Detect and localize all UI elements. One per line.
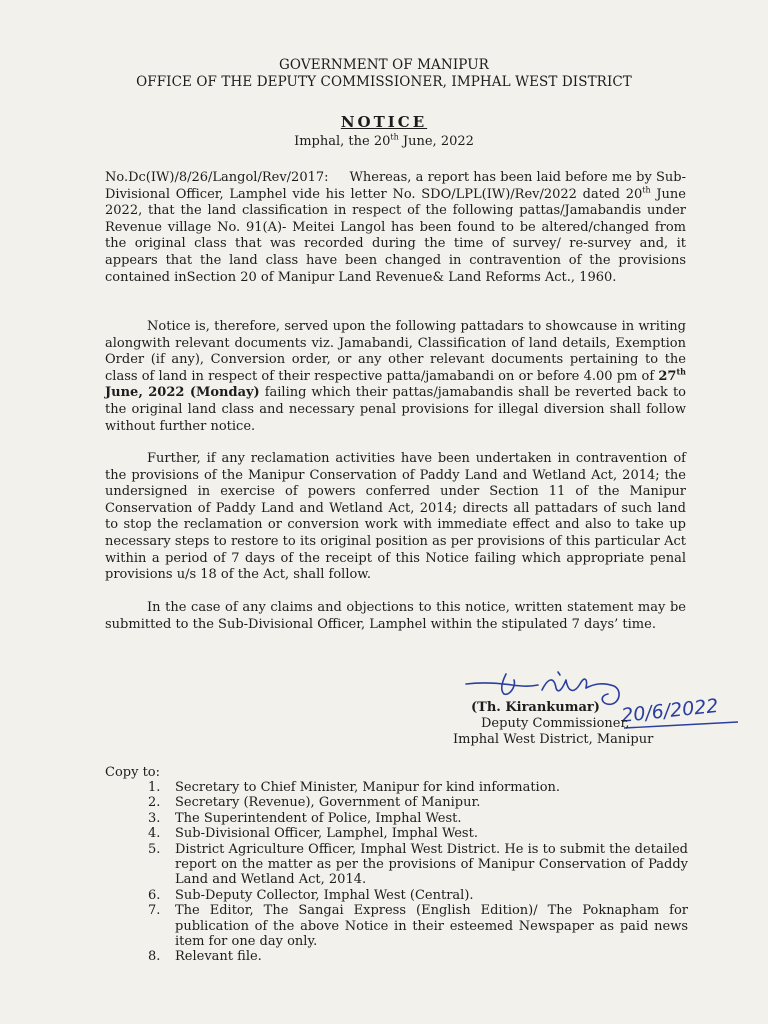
office-header: OFFICE OF THE DEPUTY COMMISSIONER, IMPHAL WEST DISTRICT (136, 74, 632, 90)
signatory-designation: Deputy Commissioner, (481, 716, 630, 731)
list-item: 2. Secretary (Revenue), Government of Manipur. (148, 795, 481, 811)
list-item: 6. Sub-Deputy Collector, Imphal West (Central). (148, 887, 474, 903)
government-header: GOVERNMENT OF MANIPUR (279, 57, 489, 73)
handwritten-date: 20/6/2022 (620, 694, 720, 727)
list-item: 1. Secretary to Chief Minister, Manipur for kind information. (148, 780, 561, 795)
signatory-name: (Th. Kirankumar) (471, 700, 600, 715)
list-item: 5. District Agriculture Officer, Imphal West District. He is to submit the detailed report on the matter as per the provisions of Manipur Conservation of Paddy Land and Wetland Act, 2014. (148, 841, 688, 888)
reference-number: No.Dc(IW)/8/26/Langol/Rev/2017: (105, 170, 329, 185)
signatory-place: Imphal West District, Manipur (453, 732, 654, 747)
list-item: 3. The Superintendent of Police, Imphal West. (148, 810, 462, 826)
place-date: Imphal, the 20th June, 2022 (294, 132, 474, 149)
notice-title: NOTICE (340, 113, 428, 131)
paragraph-claims: In the case of any claims and objections to this notice, written statement may be submitted to the Sub-Divisional Officer, Lamphel within the stipulated 7 days’ time. (105, 600, 686, 632)
deadline-date: 27th June, 2022 (Monday) (105, 366, 686, 401)
paragraph-reclamation: Further, if any reclamation activities have been undertaken in contravention of the provisions of the Manipur Conservation of Paddy Land and Wetland Act, 2014; the undersigned in exercise of powers conferred under Section 11 of the Manipur Conservation of Paddy Land and Wetland Act, 2014; directs all pattadars of such land to stop the reclamation or conversion work with immediate effect and also to take up necessary steps to restore to its original position as per provisions of this particular Act within a period of 7 days of the receipt of this Notice failing which appropriate penal provisions u/s 18 of the Act, shall follow. (105, 451, 686, 583)
copy-to-list (148, 780, 688, 965)
list-item: 7. The Editor, The Sangai Express (English Edition)/ The Poknapham for publication of the above Notice in their esteemed Newspaper as paid news item for one day only. (148, 903, 688, 950)
copy-to-label: Copy to: (105, 765, 161, 780)
list-item: 8. Relevant file. (148, 949, 262, 965)
list-item: 4. Sub-Divisional Officer, Lamphel, Imphal West. (148, 826, 478, 842)
paragraph-report: No.Dc(IW)/8/26/Langol/Rev/2017: Whereas, a report has been laid before me by Sub-Divisional Officer, Lamphel vide his letter No. SDO/LPL(IW)/Rev/2022 dated 20th June 2022, that the land classification in respect of the following pattas/Jamabandis under Revenue village No. 91(A)- Meitei Langol has been found to be altered/changed from the original class that was recorded during the time of survey/ re-survey and, it appears that the land class have been changed in contravention of the provisions contained inSection 20 of Manipur Land Revenue& Land Reforms Act., 1960. (105, 170, 686, 285)
paragraph-showcause: Notice is, therefore, served upon the following pattadars to showcause in writing alongwith relevant documents viz. Jamabandi, Classification of land details, Exemption Order (if any), Conversion order, or any other relevant documents pertaining to the class of land in respect of their respective patta/jamabandi on or before 4.00 pm of 27th June, 2022 (Monday) failing which their pattas/jamabandis shall be reverted back to the original land class and necessary penal provisions for illegal diversion shall follow without further notice. (105, 319, 686, 434)
